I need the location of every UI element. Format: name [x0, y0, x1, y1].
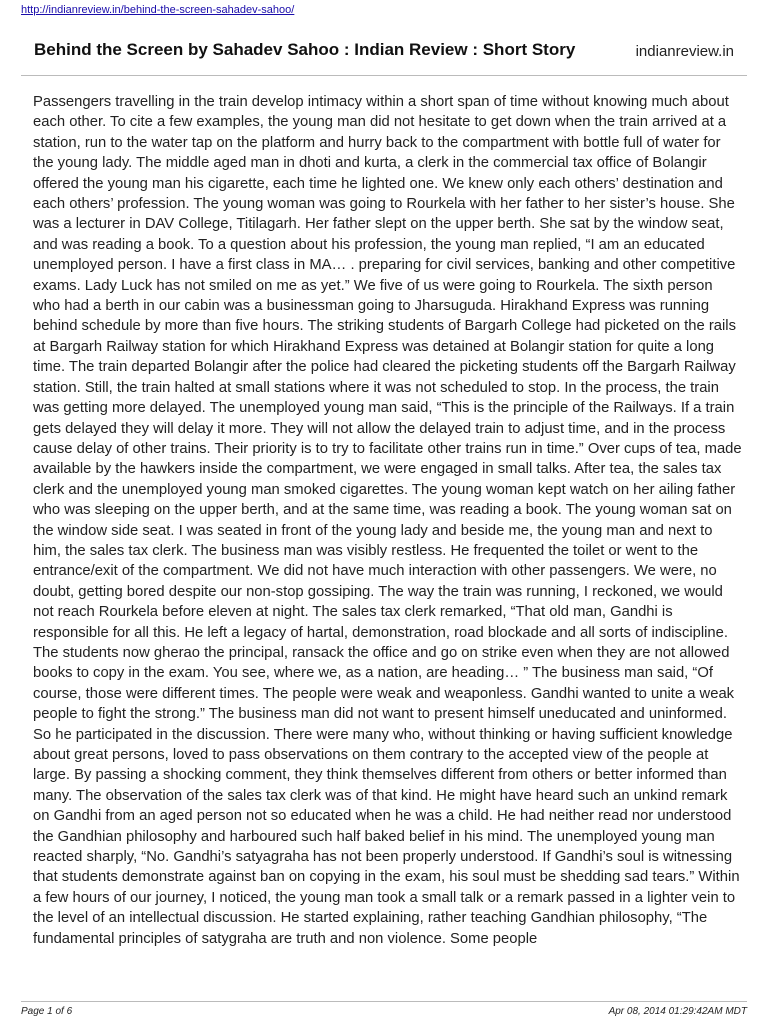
- footer-divider: [21, 1001, 747, 1002]
- page-footer: [21, 1006, 747, 1020]
- print-timestamp: Apr 08, 2014 01:29:42AM MDT: [608, 1006, 747, 1017]
- page-title: Behind the Screen by Sahadev Sahoo : Indian Review : Short Story: [34, 40, 576, 59]
- page-url-link[interactable]: http://indianreview.in/behind-the-screen-sahadev-sahoo/: [21, 4, 295, 16]
- site-name: indianreview.in: [635, 43, 734, 60]
- header-divider: [21, 75, 747, 76]
- story-paragraph: Passengers travelling in the train develop intimacy within a short span of time without knowing much about each other. To cite a few examples, the young man did not hesitate to get down when the train arrived at a station, run to the water tap on the platform and hurry back to the compartment with bottle full of water for the young lady. The middle aged man in dhoti and kurta, a clerk in the commercial tax office of Bolangir offered the young man his cigarette, each time he lighted one. We knew only each others’ destination and each others’ profession. The young woman was going to Rourkela with her father to her sister’s house. She was a lecturer in DAV College, Titilagarh. Her father slept on the upper berth. She sat by the window seat, and was reading a book. To a question about his profession, the young man replied, “I am an educated unemployed person. I have a first class in MA… . preparing for civil services, banking and other competitive exams. Lady Luck has not smiled on me as yet.” We five of us were going to Rourkela. The sixth person who had a berth in our cabin was a businessman going to Jharsuguda. Hirakhand Express was running behind schedule by more than five hours. The striking students of Bargarh College had picketed on the rails at Bargarh Railway station for which Hirakhand Express was detained at Bolangir station for quite a long time. The train departed Bolangir after the police had cleared the picketing students off the Bargarh Railway station. Still, the train halted at small stations where it was not scheduled to stop. In the process, the train was getting more delayed. The unemployed young man said, “This is the principle of the Railways. If a train gets delayed they will delay it more. They will not allow the delayed train to adjust time, and in the process cause delay of other trains. Their priority is to try to facilitate other trains run in time.” Over cups of tea, made available by the hawkers inside the compartment, we were engaged in small talks. After tea, the sales tax clerk and the unemployed young man smoked cigarettes. The young woman kept watch on her ailing father who was sleeping on the upper berth, and at the same time, was reading a book. The young woman sat on the window side seat. I was seated in front of the young lady and beside me, the young man and next to him, the sales tax clerk. The business man was visibly restless. He frequented the toilet or went to the entrance/exit of the compartment. We did not have much interaction with other passengers. We were, no doubt, getting bored despite our non-stop gossiping. The way the train was running, I reckoned, we would not reach Rourkela before eleven at night. The sales tax clerk remarked, “That old man, Gandhi is responsible for all this. He left a legacy of hartal, demonstration, road blockade and all sorts of indiscipline. The students now gherao the principal, ransack the office and go on strike even when they are not allowed books to copy in the exam. You see, where we, as a nation, are heading… ” The business man said, “Of course, those were different times. The people were weak and weaponless. Gandhi wanted to unite a weak people to fight the strong.” The business man did not want to present himself uneducated and uninformed. So he participated in the discussion. There were many who, without thinking or having sufficient knowledge about great persons, loved to pass observations on them contrary to the accepted view of the people at large. By passing a shocking comment, they think themselves different from others or better informed than many. The observation of the sales tax clerk was of that kind. He might have heard such an unkind remark on Gandhi from an aged person not so educated when he was a child. He had neither read nor understood the Gandhian philosophy and harboured such half baked belief in his mind. The unemployed young man reacted sharply, “No. Gandhi’s satyagraha has not been properly understood. If Gandhi’s soul is witnessing that students demonstrate against ban on copying in the exam, his soul must be shedding sad tears.” Within a few hours of our journey, I noticed, the young man took a small talk or a remark passed in a lighter vein to the level of an intellectual discussion. He started explaining, rather teaching Gandhian philosophy, “The fundamental principles of satygraha are truth and non violence. Some people: [33, 94, 742, 947]
- story-body: [33, 92, 743, 949]
- page-number: Page 1 of 6: [21, 1006, 73, 1017]
- page-header: [21, 38, 747, 66]
